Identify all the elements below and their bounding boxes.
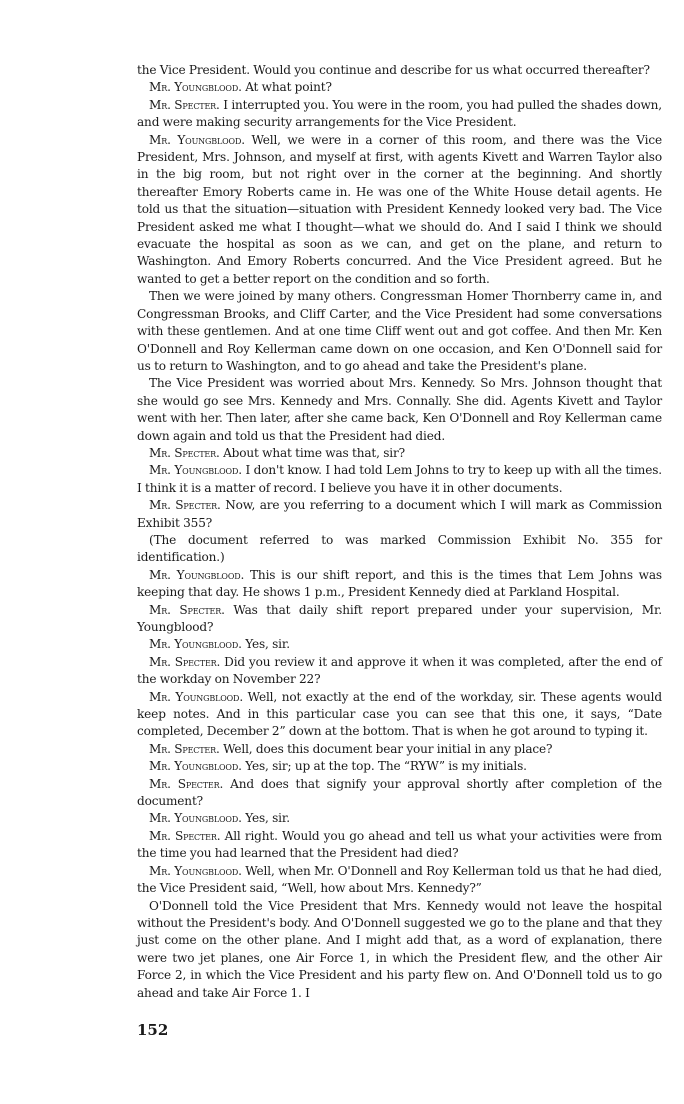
paragraph-text: This is our shift report, and this is the times that Lem Johns was keeping that day. He shows 1 p.m., President Kennedy died at Parkland Hospital. [137,567,662,600]
paragraph [137,79,662,96]
speaker-name: Mr. Youngblood. [149,689,244,704]
paragraph-text: Yes, sir; up at the top. The “RYW” is my initials. [241,759,527,774]
paragraph [137,689,662,741]
speaker-name: Mr. Specter. [149,445,220,460]
paragraph-text: O'Donnell told the Vice President that Mrs. Kennedy would not leave the hospital without the President's body. And O'Donnell suggested we go to the plane and that they just come on the other plane. And I might add that, as a word of explanation, there were two jet planes, one Air Force 1, in which the President flew, and the other Air Force 2, in which the Vice President and his party flew on. And O'Donnell told us to go ahead and take Air Force 1. I [137,898,662,1000]
paragraph [137,636,662,653]
paragraph [137,462,662,497]
paragraph-text: All right. Would you go ahead and tell us what your activities were from the time you had learned that the President had died? [137,828,663,861]
paragraph [137,567,662,602]
paragraph [137,497,662,532]
paragraph [137,288,662,375]
speaker-name: Mr. Youngblood. [149,80,242,95]
speaker-name: Mr. Specter. [149,602,225,617]
paragraph-text: Yes, sir. [241,637,290,652]
speaker-name: Mr. Youngblood. [149,811,242,826]
paragraph [137,863,662,898]
paragraph [137,810,662,827]
speaker-name: Mr. Youngblood. [149,567,245,582]
paragraph [137,602,662,637]
paragraph-text: Well, does this document bear your initial in any place? [219,741,553,756]
speaker-name: Mr. Youngblood. [149,637,242,652]
speaker-name: Mr. Specter. [149,776,224,791]
speaker-name: Mr. Specter. [149,498,221,513]
paragraph-text: Well, when Mr. O'Donnell and Roy Kellerman told us that he had died, the Vice President said, “Well, how about Mrs. Kennedy?” [137,863,662,896]
paragraph-text: Was that daily shift report prepared under your supervision, Mr. Youngblood? [137,602,662,634]
paragraph [137,828,662,863]
paragraph-text: The Vice President was worried about Mrs. Kennedy. So Mrs. Johnson thought that she would go see Mrs. Kennedy and Mrs. Connally. She did. Agents Kivett and Taylor went with her. Then later, after she came back, Ken O'Donnell and Roy Kellerman came down again and told us that the President had died. [137,376,662,443]
paragraph-text: Yes, sir. [241,811,290,826]
speaker-name: Mr. Specter. [149,97,220,112]
speaker-name: Mr. Youngblood. [149,863,242,878]
paragraph [137,375,662,445]
speaker-name: Mr. Youngblood. [149,759,242,774]
paragraph [137,97,662,132]
paragraph-text: I interrupted you. You were in the room, you had pulled the shades down, and were making security arrangements for the Vice President. [137,97,663,130]
paragraph [137,445,662,462]
paragraph-text: Then we were joined by many others. Congressman Homer Thornberry came in, and Congressman Brooks, and Cliff Carter, and the Vice President had some conversations with these gentlemen. And at one time Cliff went out and got coffee. And then Mr. Ken O'Donnell and Roy Kellerman came down on one occasion, and Ken O'Donnell said for us to return to Washington, and to go ahead and take the President's plane. [137,289,662,373]
paragraph [137,132,662,289]
paragraph-text: Well, we were in a corner of this room, and there was the Vice President, Mrs. Johnson, and myself at first, with agents Kivett and Warren Taylor also in the big room, but not right over in the corner at the beginning. And shortly thereafter Emory Roberts came in. He was one of the White House detail agents. He told us that the situation—situation with President Kennedy looked very bad. The Vice President asked me what I thought—what we should do. And I said I think we should evacuate the hospital as soon as we can, and get on the plane, and return to Washington. And Emory Roberts concurred. And the Vice President agreed. But he wanted to get a better report on the condition and so forth. [137,132,662,286]
speaker-name: Mr. Specter. [149,654,221,669]
speaker-name: Mr. Specter. [149,828,221,843]
paragraph-text: the Vice President. Would you continue and describe for us what occurred thereafter? [137,63,650,77]
paragraph [137,898,662,1002]
paragraph-text: Well, not exactly at the end of the workday, sir. These agents would keep notes. And in this particular case you can see that this one, it says, “Date completed, December 2” down at the bottom. That is when he got around to typing it. [137,689,662,739]
paragraph-text: Now, are you referring to a document which I will mark as Commission Exhibit 355? [137,498,663,530]
document-body [137,62,662,1002]
paragraph-text: Did you review it and approve it when it was completed, after the end of the workday on November 22? [137,654,662,687]
paragraph-text: I don't know. I had told Lem Johns to try to keep up with all the times. I think it is a matter of record. I believe you have it in other documents. [137,463,662,495]
page-number: 152 [137,1020,169,1039]
paragraph [137,654,662,689]
paragraph-text: And does that signify your approval shortly after completion of the document? [137,776,662,809]
speaker-name: Mr. Specter. [149,741,220,756]
paragraph [137,62,662,79]
paragraph-text: About what time was that, sir? [219,445,405,460]
paragraph [137,741,662,758]
speaker-name: Mr. Youngblood. [149,132,245,147]
paragraph-text: At what point? [241,80,332,95]
paragraph [137,758,662,775]
speaker-name: Mr. Youngblood. [149,463,242,478]
paragraph-text: (The document referred to was marked Commission Exhibit No. 355 for identification.) [137,532,662,565]
paragraph [137,532,662,567]
paragraph [137,776,662,811]
